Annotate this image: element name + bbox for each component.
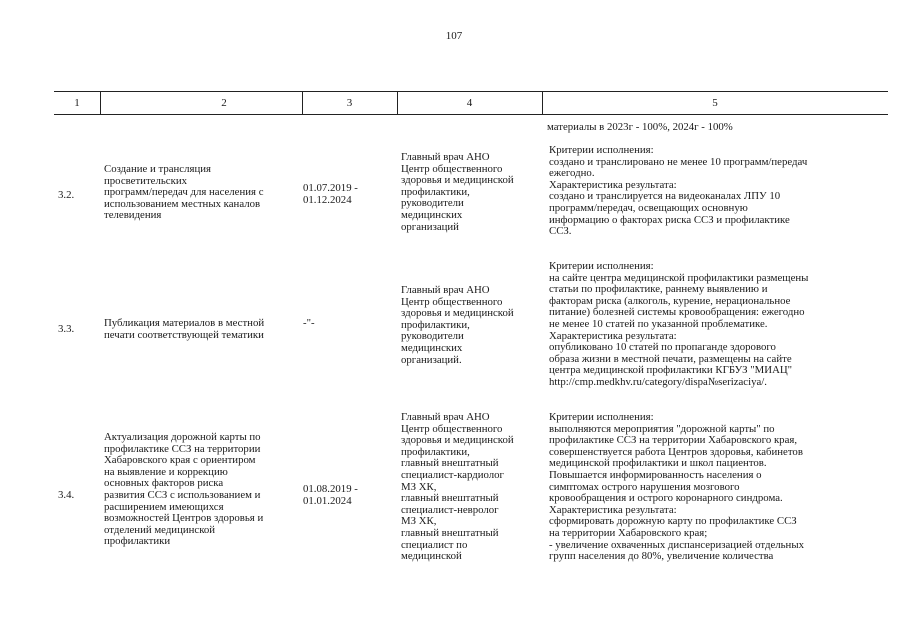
row-3-3-dates: -"- bbox=[303, 317, 315, 329]
row-3-2-responsible: Главный врач АНО Центр общественного здоровья и медицинской профилактики, руководители медицинских организаций bbox=[401, 151, 514, 233]
row-3-3-task: Публикация материалов в местной печати соответствующей тематики bbox=[104, 317, 265, 341]
row-3-4-dates: 01.08.2019 - 01.01.2024 bbox=[303, 483, 358, 507]
row-3-2-result: Критерии исполнения: создано и транслировано не менее 10 программ/передач ежегодно. Характеристика результата: создано и транслируется на видеоканалах ЛПУ 10 программ/передач, освещающих основную информацию о факторах риска ССЗ и профилактике ССЗ. bbox=[549, 144, 808, 238]
row-3-3-number: 3.3. bbox=[58, 323, 75, 335]
header-col-3: 3 bbox=[346, 97, 353, 109]
row-3-3-responsible: Главный врач АНО Центр общественного здоровья и медицинской профилактики, руководители медицинских организаций. bbox=[401, 284, 514, 366]
row-3-2-dates: 01.07.2019 - 01.12.2024 bbox=[303, 182, 358, 206]
header-col-5: 5 bbox=[712, 97, 718, 109]
page-number: 107 bbox=[445, 30, 463, 42]
header-col-2: 2 bbox=[221, 97, 227, 109]
row-3-3-result: Критерии исполнения: на сайте центра медицинской профилактики размещены статьи по профилактике, раннему выявлению и факторам риска (алкоголь, курение, нерациональное питание) болезней системы кровообращения: ежегодно не менее 10 статей по указанной проблематике. Характеристика результата: опубликовано 10 статей по пропаганде здорового образа жизни в местной печати, размещены на сайте центра медицинской профилактики КГБУЗ "МИАЦ" http://cmp.medkhv.ru/category/dispa№serizaciya/. bbox=[549, 260, 809, 388]
row-3-4-task: Актуализация дорожной карты по профилактике ССЗ на территории Хабаровского края с ориентиром на выявление и коррекцию основных факторов риска развития ССЗ с использованием и расширением имеющихся возможностей Центров здоровья и отделений медицинской профилактики bbox=[104, 431, 264, 548]
row-3-2-number: 3.2. bbox=[58, 189, 75, 201]
row-3-4-result: Критерии исполнения: выполняются мероприятия "дорожной карты" по профилактике ССЗ на территории Хабаровского края, совершенствуется работа Центров здоровья, кабинетов медицинской профилактики и школ пациентов. Повышается информированность населения о симптомах острого нарушения мозгового кровообращения и острого коронарного синдрома. Характеристика результата: сформировать дорожную карту по профилактике ССЗ на территории Хабаровского края; - увеличение охваченных диспансеризацией отдельных групп населения до 80%, увеличение количества bbox=[549, 411, 804, 563]
header-col-1: 1 bbox=[74, 97, 80, 109]
row-3-4-number: 3.4. bbox=[58, 489, 75, 501]
header-col-4: 4 bbox=[466, 97, 473, 109]
row-3-4-responsible: Главный врач АНО Центр общественного здоровья и медицинской профилактики, главный внештатный специалист-кардиолог МЗ ХК, главный внештатный специалист-невролог МЗ ХК, главный внештатный специалист по медицинской bbox=[401, 411, 514, 563]
table-header-row bbox=[54, 91, 888, 115]
row-3-2-task: Создание и трансляция просветительских программ/передач для населения с использованием местных каналов телевидения bbox=[104, 163, 264, 222]
continuation-text: материалы в 2023г - 100%, 2024г - 100% bbox=[547, 121, 733, 133]
